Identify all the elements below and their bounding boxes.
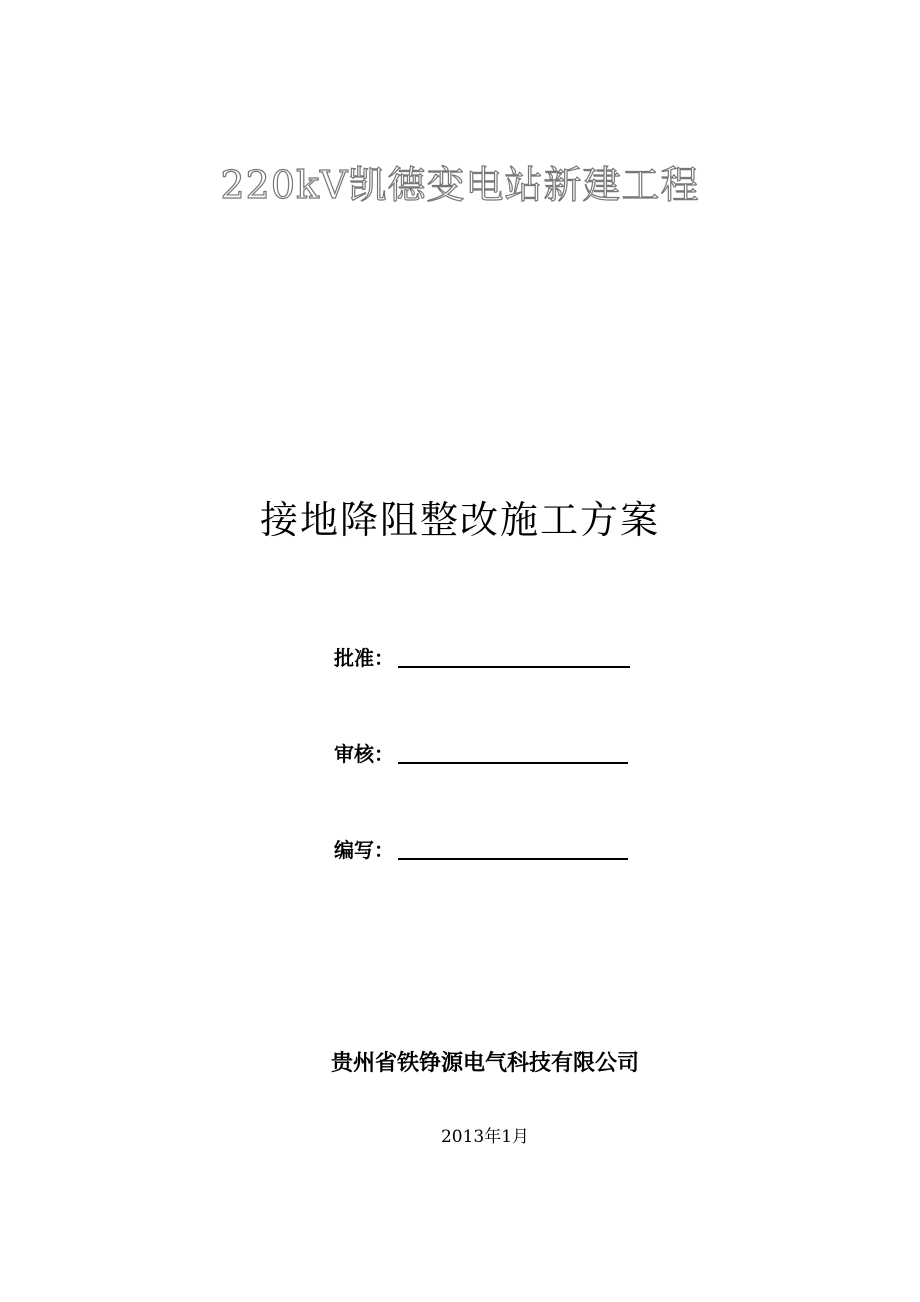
author-signature-line	[398, 858, 628, 860]
review-signature-line	[398, 762, 628, 764]
review-signature-row	[334, 737, 654, 767]
project-title: 220kV凯德变电站新建工程	[220, 163, 700, 207]
company-name: 贵州省铁铮源电气科技有限公司	[330, 1051, 639, 1076]
author-signature-row	[334, 833, 654, 863]
approve-signature-line	[398, 666, 630, 668]
document-title: 接地降阻整改施工方案	[259, 498, 660, 542]
approve-label: 批准：	[334, 646, 394, 670]
document-date: 2013年1月	[440, 1127, 530, 1147]
author-label: 编写：	[334, 838, 394, 862]
review-label: 审核：	[334, 742, 394, 766]
approve-signature-row	[334, 641, 654, 671]
